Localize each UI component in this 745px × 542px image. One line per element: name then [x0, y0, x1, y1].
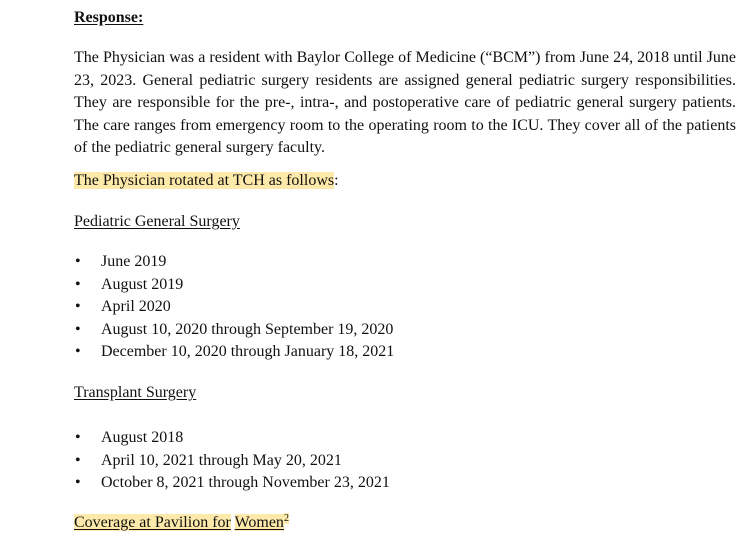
list-item-text: August 10, 2020 through September 19, 2020 — [101, 320, 394, 338]
rotation-intro-colon: : — [334, 172, 339, 189]
bullet-icon: • — [75, 275, 81, 293]
section-title-transplant-surgery: Transplant Surgery — [74, 384, 197, 401]
intro-paragraph: The Physician was a resident with Baylor College of Medicine (“BCM”) from June 24, 2018 until June 23, 2023. General pediatric surgery residents are assigned general pediatric surgery responsibilities. They are responsible for the pre-, intra-, and postoperative care of pediatric general surgery patients. The care ranges from emergency room to the operating room to the ICU. They cover all of the patients of the pediatric general surgery faculty. — [74, 49, 736, 156]
list-item-text: April 2020 — [101, 298, 171, 315]
coverage-heading — [74, 514, 289, 532]
footnote-reference[interactable]: 2 — [283, 512, 289, 524]
list-item-text: April 10, 2021 through May 20, 2021 — [101, 451, 342, 469]
coverage-heading-part2: Women — [234, 514, 284, 531]
list-item-text: August 2019 — [101, 275, 184, 293]
bullet-icon: • — [75, 474, 81, 491]
list-item-text: June 2019 — [101, 253, 167, 270]
bullet-icon: • — [75, 320, 81, 338]
list-item-text: October 8, 2021 through November 23, 2021 — [101, 474, 390, 491]
rotation-intro — [74, 172, 339, 190]
bullet-icon: • — [75, 253, 81, 270]
list-item-text: December 10, 2020 through January 18, 2021 — [101, 343, 395, 360]
bullet-icon: • — [75, 451, 81, 469]
rotation-intro-highlight: The Physician rotated at TCH as follows — [74, 172, 335, 189]
section-title-pediatric-general-surgery: Pediatric General Surgery — [74, 213, 240, 230]
bullet-icon: • — [75, 343, 81, 360]
bullet-icon: • — [75, 298, 81, 315]
bullet-icon: • — [75, 429, 81, 446]
coverage-heading-part1: Coverage at Pavilion for — [74, 514, 231, 531]
list-item-text: August 2018 — [101, 429, 184, 446]
response-heading: Response: — [74, 9, 144, 26]
coverage-heading-space — [231, 514, 235, 531]
